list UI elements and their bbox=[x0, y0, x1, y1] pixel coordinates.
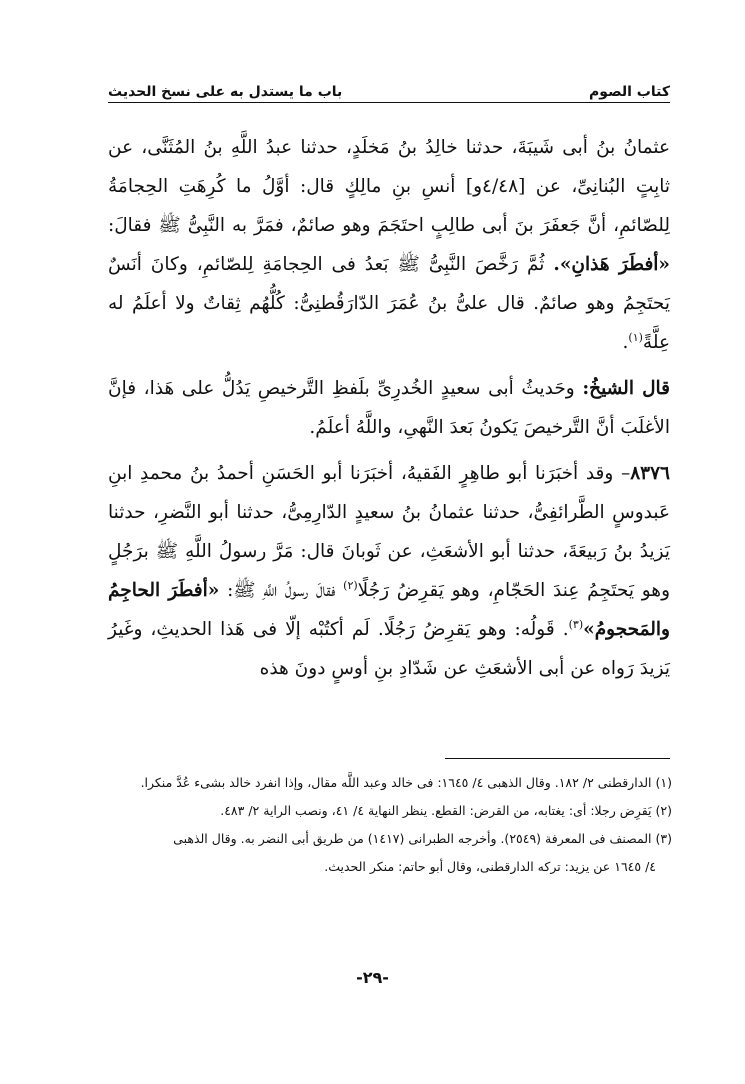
book-title: كتاب الصوم bbox=[589, 84, 670, 100]
footnote-divider bbox=[445, 758, 670, 759]
paragraph-3-text-a: – وقد أخبَرَنا أبو طاهِرٍ الفَقيهُ، أخبَرَنا أبو الحَسَنِ أحمدُ بنُ محمدِ ابنِ عَبدوسٍ الطَّرائفِىُّ، حدثنا عثمانُ بنُ سعيدٍ الدّارِمِىُّ، حدثنا أبو النَّضرِ، حدثنا يَزيدُ بنُ رَبيعَةَ، حدثنا أبو الأشعَثِ، عن ثَوبانَ قال: مَرَّ رسولُ اللَّهِ ﷺ برَجُلٍ وهو يَحتَجِمُ عِندَ الحَجّامِ، وهو يَقرِضُ رَجُلًا bbox=[108, 463, 670, 601]
paragraph-1-end: . bbox=[622, 332, 629, 353]
header-divider bbox=[108, 102, 670, 103]
footnote-3: (٣) المصنف فى المعرفة (٢٥٤٩). وأخرجه الطبرانى (١٤١٧) من طريق أبى النضر به. وقال الذهبى bbox=[173, 831, 672, 846]
paragraph-2 bbox=[108, 369, 670, 447]
paragraph-1-text-b: ثُمَّ رَخَّصَ النَّبِىُّ ﷺ بَعدُ فى الحِجامَةِ لِلصّائمِ، وكانَ أنَسٌ يَحتَجِمُ وهو صائمٌ. قال علىُّ بنُ عُمَرَ الدّارَقُطنِىُّ: كُلُّهُم ثِقاتٌ ولا أعلَمُ له عِلَّةً bbox=[108, 254, 670, 353]
page-number: -٢٩- bbox=[356, 968, 389, 987]
footnote-ref-3[interactable]: (٣) bbox=[568, 617, 584, 631]
footnote-3-continued: ٤/ ١٦٤٥ عن يزيد: تركه الدارقطنى، وقال أبو حاتم: منكر الحديث. bbox=[324, 859, 656, 874]
paragraph-3-quote: «أفطَرَ الحاجِمُ والمَحجومُ» bbox=[108, 580, 670, 640]
paragraph-2-label: قال الشيخُ: bbox=[582, 378, 671, 399]
paragraph-3-text-b: فقالَ رسولُ اللَّهِ ﷺ: bbox=[227, 580, 344, 601]
paragraph-1-text-a: عثمانُ بنُ أبى شَيبَةَ، حدثنا خالِدُ بنُ مَخلَدٍ، حدثنا عبدُ اللَّهِ بنُ المُثَنَّى، عن ثابِتٍ البُنانِىِّ، عن [٤/٤٨و] أنسِ بنِ مالِكٍ قال: أوَّلُ ما كُرِهَتِ الحِجامَةُ لِلصّائمِ، أنَّ جَعفَرَ بنَ أبى طالِبٍ احتَجَمَ وهو صائمٌ، فمَرَّ به النَّبِىُّ ﷺ فقالَ: bbox=[108, 137, 671, 236]
page-header bbox=[108, 74, 670, 100]
paragraph-3 bbox=[108, 454, 670, 688]
footnote-1: (١) الدارقطنى ٢/ ١٨٢. وقال الذهبى ٤/ ١٦٤٥: فى خالد وعبد اللَّه مقال، وإذا انفرد خالد بشىء عُدَّ منكرا. bbox=[140, 775, 672, 790]
footnote-ref-2[interactable]: (٢) bbox=[343, 578, 358, 592]
footnotes bbox=[108, 772, 672, 884]
footnote-ref-1[interactable]: (١) bbox=[628, 330, 643, 344]
paragraph-3-text-c: . قَولُه: وهو يَقرِضُ رَجُلًا. لَم أكتُبْه إلّا فى هَذا الحديثِ، وغَيرُ يَزيدَ رَواه عن أبى الأشعَثِ عن شَدّادِ بنِ أوسٍ دونَ هذه bbox=[108, 619, 670, 679]
hadith-number: ٨٣٧٦ bbox=[630, 463, 670, 484]
chapter-title: باب ما يستدل به على نسخ الحديث bbox=[108, 84, 343, 100]
main-text bbox=[108, 128, 670, 688]
footnote-2: (٢) يَقرِض رجلا: أى: يغتابه، من القرض: القطع. ينظر النهاية ٤/ ٤١، ونصب الراية ٢/ ٤٨٣. bbox=[220, 803, 672, 818]
paragraph-2-text: وحَديثُ أبى سعيدٍ الخُدرِىِّ بلَفظِ التَّرخيصِ يَدُلُّ على هَذا، فإنَّ الأغلَبَ أنَّ التَّرخيصَ يَكونُ بَعدَ النَّهىِ، واللَّهُ أعلَمُ. bbox=[108, 378, 670, 438]
paragraph-1 bbox=[108, 128, 670, 362]
paragraph-1-quote: «أفطَرَ هَذانِ». bbox=[553, 254, 670, 275]
